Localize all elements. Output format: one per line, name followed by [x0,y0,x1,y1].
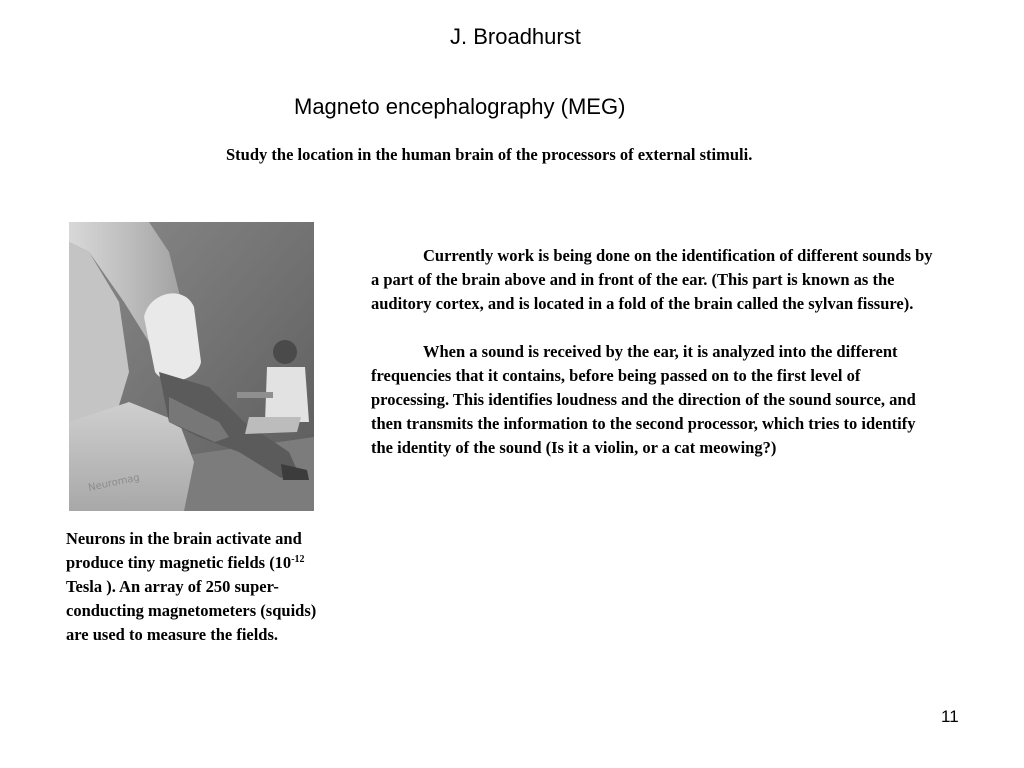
caption-text-part1: Neurons in the brain activate and produce tiny magnetic fields (10 [66,529,302,572]
desk [237,392,273,398]
caption-text-part2: Tesla ). An array of 250 super-conducting magnetometers (squids) are used to measure the fields. [66,577,317,644]
slide-subtitle: Study the location in the human brain of the processors of external stimuli. [226,145,753,164]
photo-caption [66,527,321,647]
page-number: 11 [941,707,959,726]
author-name: J. Broadhurst [450,24,581,49]
neuromag-logo: Neuromag [87,472,141,494]
slide-title: Magneto encephalography (MEG) [294,94,626,119]
assistant-legs [245,417,301,434]
body-text [371,244,933,484]
caption-exponent: -12 [291,554,305,565]
paragraph-sound-processing: When a sound is received by the ear, it is analyzed into the different frequencies that it contains, before being passed on to the first level of processing. This identifies loudness and the direction of the sound source, and then transmits the information to the second processor, which tries to identify the identity of the sound (Is it a violin, or a cat meowing?) [371,342,916,457]
meg-scanner-photo [69,222,314,511]
assistant-head [273,340,297,364]
paragraph-auditory-cortex: Currently work is being done on the identification of different sounds by a part of the brain above and in front of the ear. (This part is known as the auditory cortex, and is located in a fold of the brain called the sylvan fissure). [371,246,933,313]
